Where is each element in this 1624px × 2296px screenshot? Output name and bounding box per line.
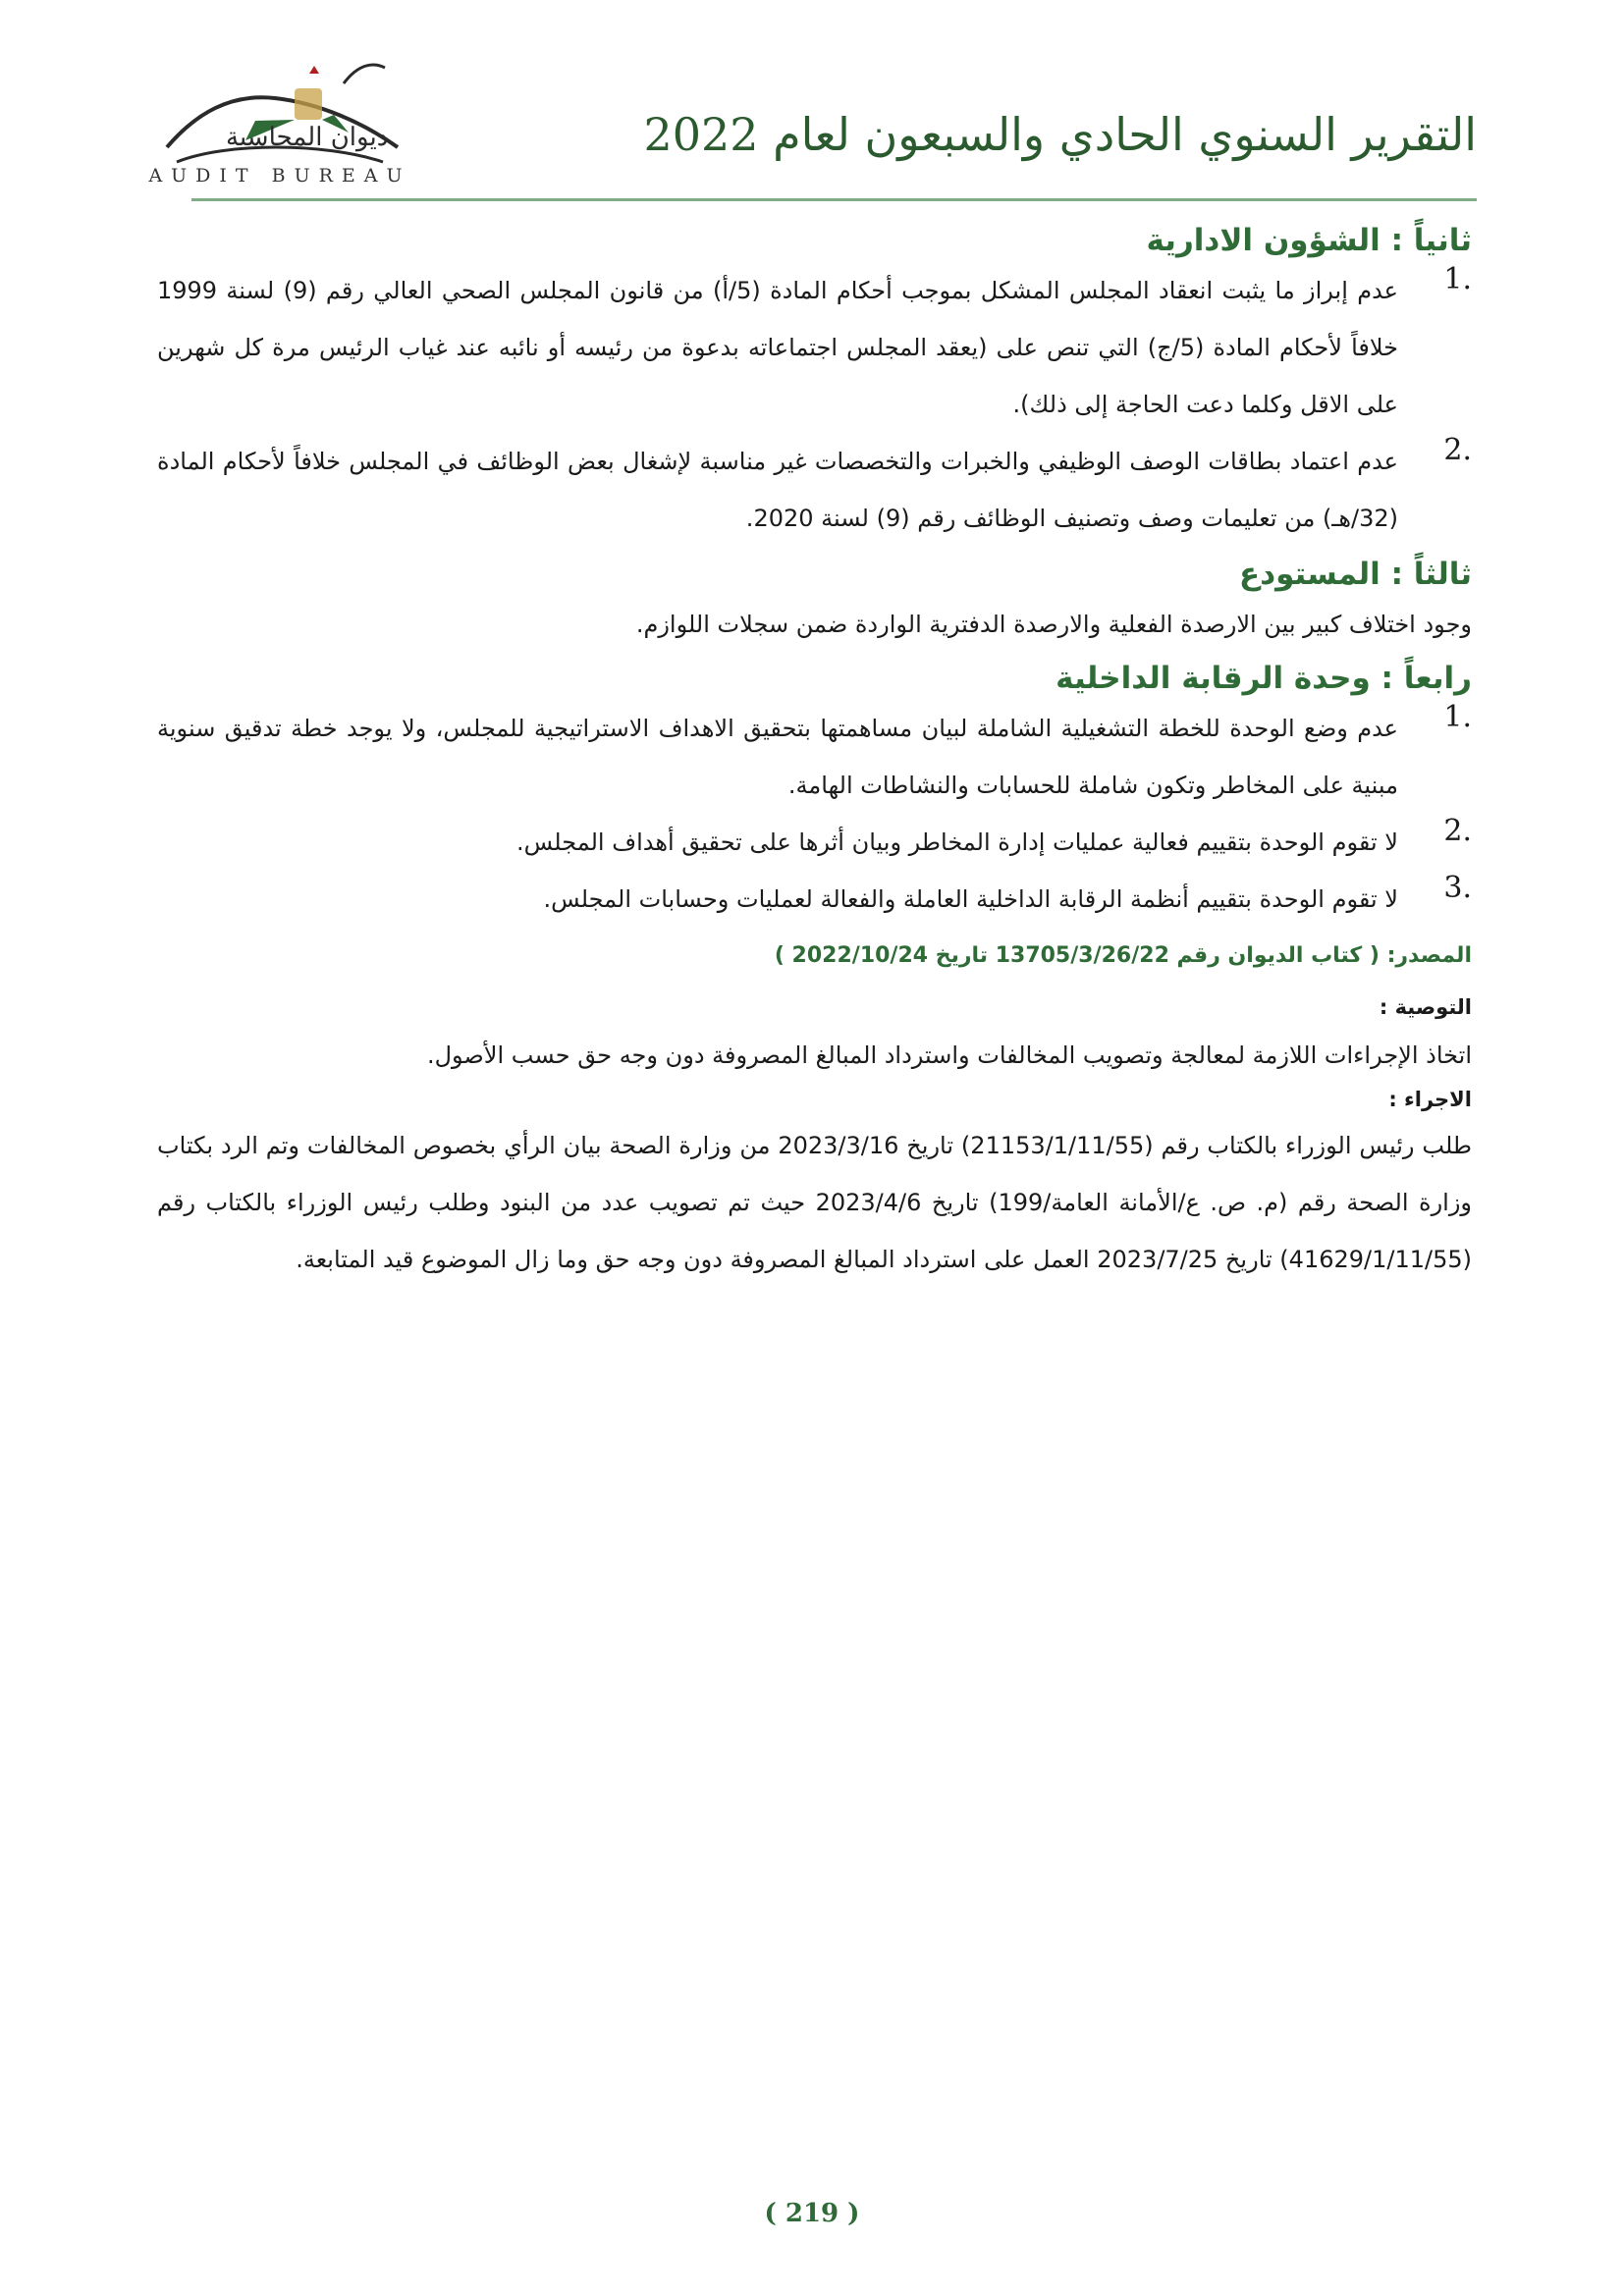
list-item [157,871,1472,928]
list-item-number: 1. [1443,700,1472,734]
logo-arabic-text: ديوان المحاسبة [226,123,389,152]
list-item-number: 2. [1443,433,1472,467]
list-item-text: عدم وضع الوحدة للخطة التشغيلية الشاملة لبيان مساهمتها بتحقيق الاهداف الاستراتيجية للمجلس، ولا يوجد خطة تدقيق سنوية مبنية على المخاطر وتكون شاملة للحسابات والنشاطات الهامة. [157,715,1398,799]
list-item-number: 1. [1443,262,1472,296]
source-reference: المصدر: ( كتاب الديوان رقم 13705/3/26/22 تاريخ 2022/10/24 ) [774,943,1472,968]
list-item-number: 3. [1443,871,1472,905]
recommendation-text: اتخاذ الإجراءات اللازمة لمعالجة وتصويب المخالفات واسترداد المبالغ المصروفة دون وجه حق حسب الأصول. [426,1041,1472,1069]
list-item-text: لا تقوم الوحدة بتقييم فعالية عمليات إدارة المخاطر وبيان أثرها على تحقيق أهداف المجلس. [516,828,1398,856]
list-item-text: لا تقوم الوحدة بتقييم أنظمة الرقابة الداخلية العاملة والفعالة لعمليات وحسابات المجلس. [543,885,1398,913]
warehouse-paragraph: وجود اختلاف كبير بين الارصدة الفعلية والارصدة الدفترية الواردة ضمن سجلات اللوازم. [635,611,1472,638]
page-number: ( 219 ) [764,2199,860,2228]
logo-caption: AUDIT BUREAU [148,165,411,187]
report-title: التقرير السنوي الحادي والسبعون لعام 2022 [643,108,1477,161]
action-label: الاجراء : [1388,1088,1472,1111]
action-text: طلب رئيس الوزراء بالكتاب رقم (21153/1/11/55) تاريخ 2023/3/16 من وزارة الصحة بيان الرأي بخصوص المخالفات وتم الرد بكتاب وزارة الصحة رقم (م. ص. ع/الأمانة العامة/199) تاريخ 2023/4/6 حيث تم تصويب عدد من البنود وطلب رئيس الوزراء بالكتاب رقم (41629/1/11/55) تاريخ 2023/7/25 العمل على استرداد المبالغ المصروفة دون وجه حق وما زال الموضوع قيد المتابعة. [157,1132,1473,1273]
header-divider [191,198,1477,201]
recommendation-label: التوصية : [1379,995,1472,1019]
list-item-text: عدم اعتماد بطاقات الوصف الوظيفي والخبرات والتخصصات غير مناسبة لإشغال بعض الوظائف في المجلس خلافاً لأحكام المادة (32/هـ) من تعليمات وصف وتصنيف الوظائف رقم (9) لسنة 2020. [157,448,1398,532]
list-item-text: عدم إبراز ما يثبت انعقاد المجلس المشكل بموجب أحكام المادة (5/أ) من قانون المجلس الصحي العالي رقم (9) لسنة 1999 خلافاً لأحكام المادة (5/ج) التي تنص على (يعقد المجلس اجتماعاته بدعوة من رئيسه أو نائبه عند غياب الرئيس مرة كل شهرين على الاقل وكلما دعت الحاجة إلى ذلك). [157,277,1399,418]
list-item [157,433,1472,547]
section-heading-internal-audit: رابعاً : وحدة الرقابة الداخلية [1056,661,1472,696]
list-item-number: 2. [1443,814,1472,848]
list-item [157,700,1472,814]
report-content [157,221,1472,1288]
section-heading-admin: ثانياً : الشؤون الادارية [1146,223,1472,258]
list-item [157,814,1472,871]
list-item [157,262,1472,433]
section-heading-warehouse: ثالثاً : المستودع [1239,557,1472,592]
